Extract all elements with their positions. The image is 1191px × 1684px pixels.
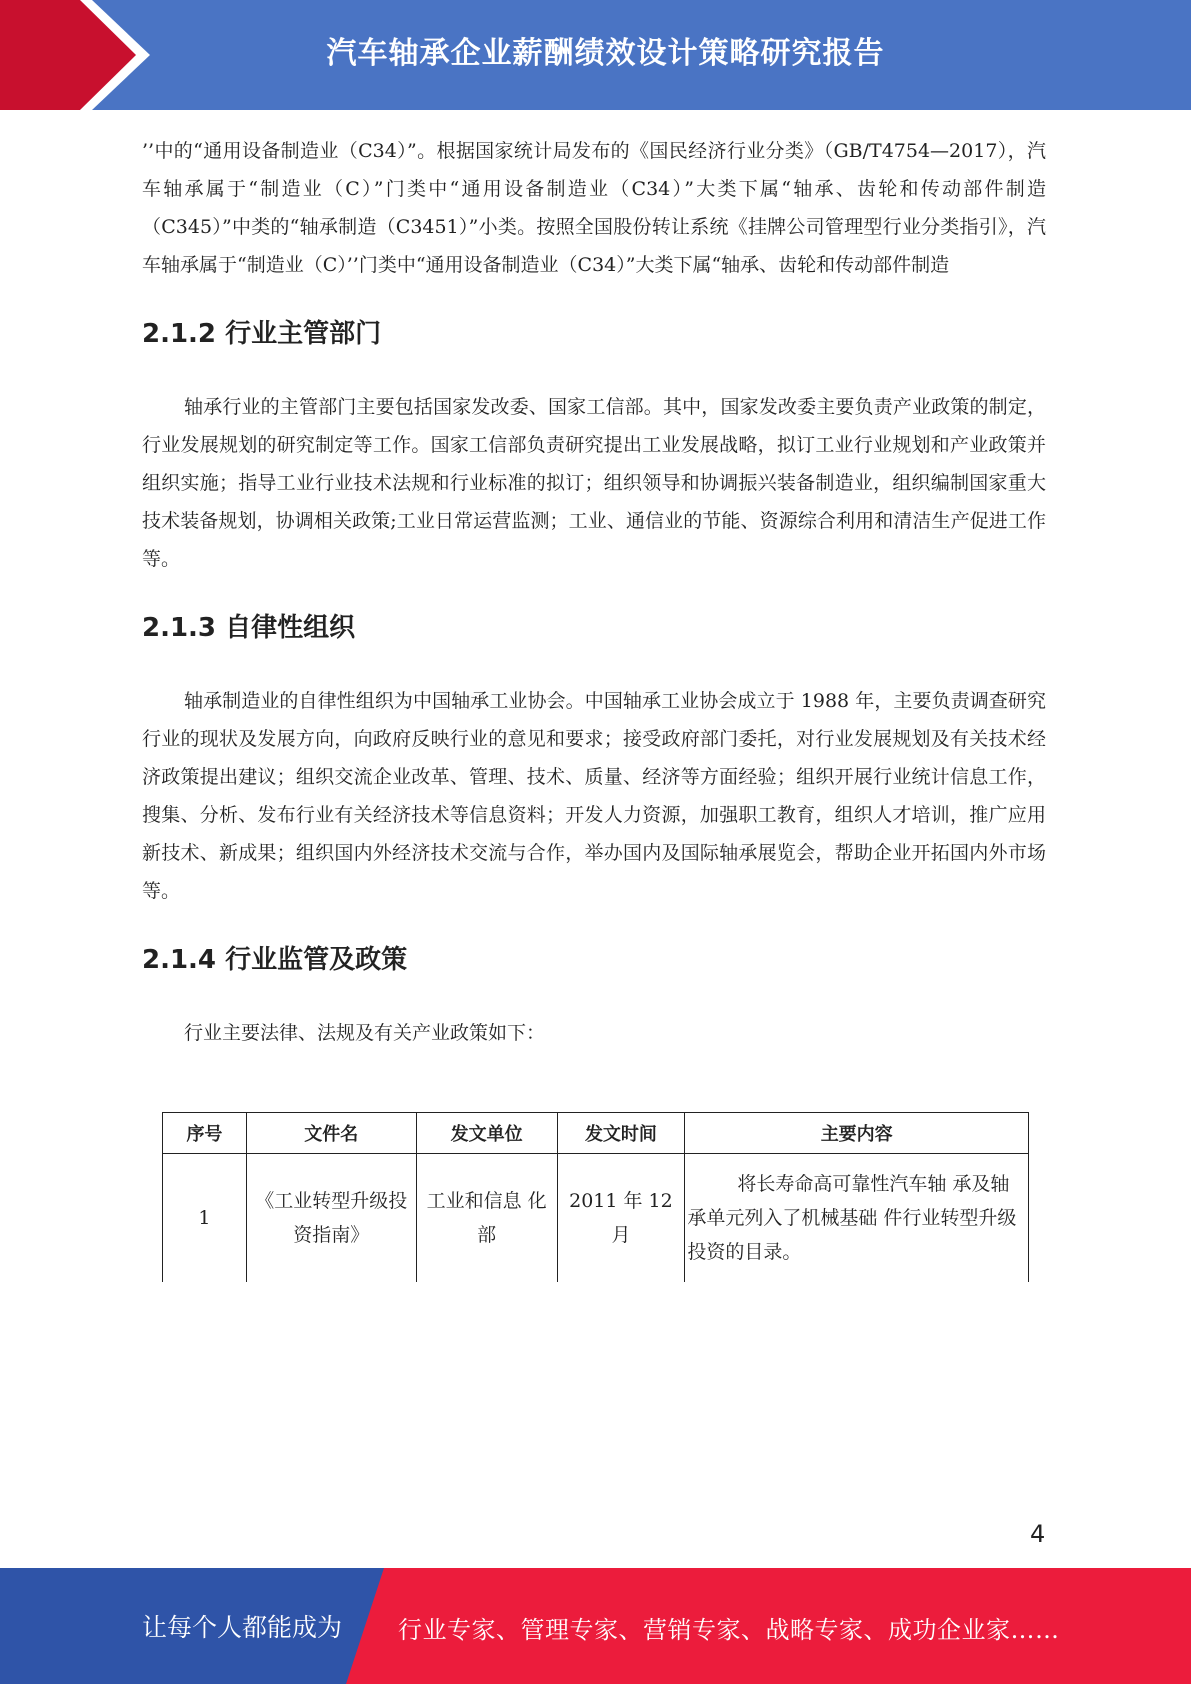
section-heading-2-1-2: 2.1.2 行业主管部门 [142,319,382,349]
section-heading-2-1-4: 2.1.4 行业监管及政策 [142,945,408,975]
section-paragraph-2-1-2: 轴承行业的主管部门主要包括国家发改委、国家工信部。其中，国家发改委主要负责产业政策的制定，行业发展规划的研究制定等工作。国家工信部负责研究提出工业发展战略，拟订工业行业规划和产业政策并组织实施；指导工业行业技术法规和行业标准的拟订；组织领导和协调振兴装备制造业，组织编制国家重大技术装备规划，协调相关政策;工业日常运营监测；工业、通信业的节能、资源综合利用和清洁生产促进工作等。 [142,396,1046,570]
section-paragraph-2-1-3: 轴承制造业的自律性组织为中国轴承工业协会。中国轴承工业协会成立于 1988 年，主要负责调查研究行业的现状及发展方向，向政府反映行业的意见和要求；接受政府部门委托，对行业发展规划及有关技术经济政策提出建议；组织交流企业改革、管理、技术、质量、经济等方面经验；组织开展行业统计信息工作，搜集、分析、发布行业有关经济技术等信息资料；开发人力资源，加强职工教育，组织人才培训，推广应用新技术、新成果；组织国内外经济技术交流与合作，举办国内及国际轴承展览会，帮助企业开拓国内外市场等。 [142,690,1046,902]
section-paragraph-2-1-4: 行业主要法律、法规及有关产业政策如下： [184,1022,546,1044]
table-header-no: 序号 [163,1113,247,1154]
footer-slogan-right: 行业专家、管理专家、营销专家、战略专家、成功企业家…… [398,1616,1060,1644]
policy-table [162,1112,1029,1282]
cell-content: 将长寿命高可靠性汽车轴 承及轴承单元列入了机械基础 件行业转型升级投资的目录。 [685,1154,1029,1283]
intro-paragraph: ’’中的“通用设备制造业（C34）”。根据国家统计局发布的《国民经济行业分类》（GB/T4754—2017），汽车轴承属于“制造业（C）”门类中“通用设备制造业（C34）”大类下属“轴承、齿轮和传动部件制造（C345）”中类的“轴承制造（C3451）”小类。按照全国股份转让系统《挂牌公司管理型行业分类指引》，汽车轴承属于“制造业（C）’’门类中“通用设备制造业（C34）”大类下属“轴承、齿轮和传动部件制造 [142,140,1046,276]
page-number: 4 [1030,1520,1046,1548]
table-header-content: 主要内容 [685,1113,1029,1154]
table-row [163,1154,1029,1283]
footer-slogan-left: 让每个人都能成为 [142,1613,343,1642]
table-header-date: 发文时间 [557,1113,685,1154]
cell-no: 1 [163,1154,247,1283]
page-header [0,0,1191,110]
cell-date: 2011 年 12 月 [557,1154,685,1283]
table-header-row [163,1113,1029,1154]
cell-name: 《工业转型升级投资指南》 [246,1154,416,1283]
page-footer [0,1568,1191,1684]
section-heading-2-1-3: 2.1.3 自律性组织 [142,613,356,643]
cell-issuer: 工业和信息 化部 [416,1154,557,1283]
table-header-name: 文件名 [246,1113,416,1154]
table-header-issuer: 发文单位 [416,1113,557,1154]
header-title: 汽车轴承企业薪酬绩效设计策略研究报告 [326,36,885,71]
document-body [142,132,1046,1052]
